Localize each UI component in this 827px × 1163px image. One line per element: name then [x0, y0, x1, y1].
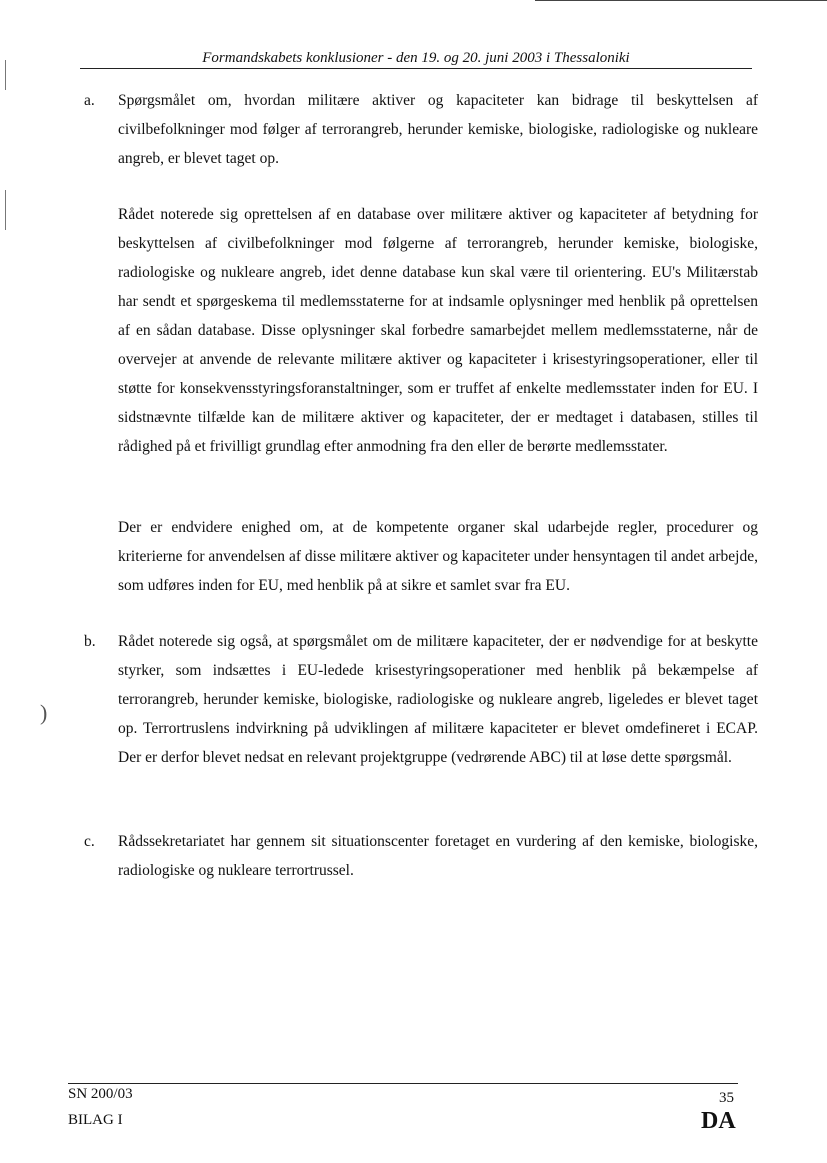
section-a-label: a. [84, 92, 95, 109]
scan-artifact [5, 190, 6, 230]
footer-rule [68, 1083, 738, 1084]
section-a-paragraph-1: Spørgsmålet om, hvordan militære aktiver og kapaciteter kan bidrage til beskyttelsen af civilbefolkninger mod følger af terrorangreb, herunder kemiske, biologiske, radiologiske og nukleare angreb, er blevet taget op. [118, 92, 758, 167]
page-number: 35 [719, 1090, 734, 1106]
page-header-title: Formandskabets konklusioner - den 19. og 20. juni 2003 i Thessaloniki [202, 50, 630, 66]
scan-top-rule [535, 0, 827, 1]
section-b-paragraph-1: Rådet noterede sig også, at spørgsmålet om de militære kapaciteter, der er nødvendige for at beskytte styrker, som indsættes i EU-ledede krisestyringsoperationer med henblik på bekæmpelse af terrorangreb, herunder kemiske, biologiske, radiologiske og nukleare angreb, ligeledes er blevet taget op. Terrortruslens indvirkning på udviklingen af militære kapaciteter er blevet omdefineret i ECAP. Der er derfor blevet nedsat en relevant projektgruppe (vedrørende ABC) til at løse dette spørgsmål. [118, 633, 758, 766]
language-code: DA [701, 1108, 736, 1134]
scan-artifact [5, 60, 6, 90]
section-b-label: b. [84, 633, 96, 650]
document-reference: SN 200/03 [68, 1086, 133, 1102]
section-c-label: c. [84, 833, 95, 850]
annex-label: BILAG I [68, 1112, 123, 1128]
section-a-paragraph-3: Der er endvidere enighed om, at de kompetente organer skal udarbejde regler, procedurer og kriterierne for anvendelsen af disse militære aktiver og kapaciteter under hensyntagen til andet arbejde, som udføres inden for EU, med henblik på at sikre et samlet svar fra EU. [118, 519, 758, 594]
section-a-paragraph-2: Rådet noterede sig oprettelsen af en database over militære aktiver og kapaciteter af betydning for beskyttelsen af civilbefolkninger mod følgerne af terrorangreb, herunder kemiske, biologiske, radiologiske og nukleare angreb, idet denne database kun skal være til orientering. EU's Militærstab har sendt et spørgeskema til medlemsstaterne for at indsamle oplysninger med henblik på oprettelsen af en sådan database. Disse oplysninger skal forbedre samarbejdet mellem medlemsstaterne, når de overvejer at anvende de relevante militære aktiver og kapaciteter i krisestyringsoperationer, eller til støtte for konsekvensstyringsforanstaltninger, som er truffet af enkelte medlemsstater inden for EU. I sidstnævnte tilfælde kan de militære aktiver og kapaciteter, der er medtaget i databasen, stilles til rådighed på et frivilligt grundlag efter anmodning fra den eller de berørte medlemsstater. [118, 206, 758, 455]
header-rule [80, 68, 752, 69]
section-c-paragraph-1: Rådssekretariatet har gennem sit situationscenter foretaget en vurdering af den kemiske, biologiske, radiologiske og nukleare terrortrussel. [118, 833, 758, 879]
binding-hole-mark: ) [40, 700, 48, 725]
